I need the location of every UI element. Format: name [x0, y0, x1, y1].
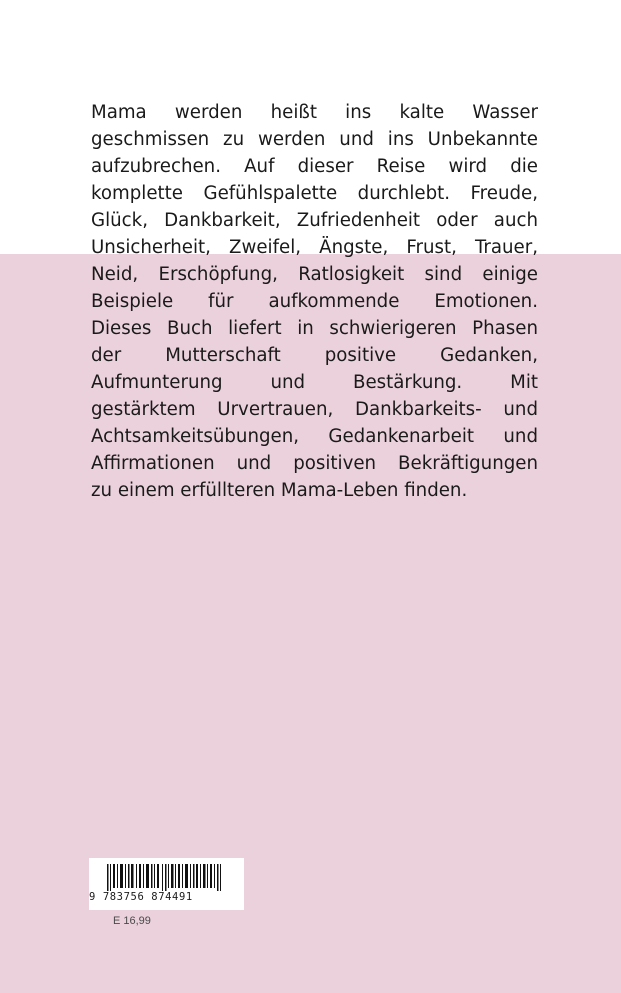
blurb-line: Unsicherheit, Zweifel, Ängste, Frust, Trauer,: [91, 237, 538, 258]
blurb-line: Glück, Dankbarkeit, Zufriedenheit oder auch: [91, 210, 538, 231]
blurb-line: Aufmunterung und Bestärkung. Mit: [91, 372, 538, 393]
blurb-line: Dieses Buch liefert in schwierigeren Phasen: [91, 318, 538, 339]
barcode: [89, 858, 244, 910]
blurb-text: [91, 99, 538, 504]
blurb-line: Mama werden heißt ins kalte Wasser: [91, 102, 538, 123]
blurb-line: der Mutterschaft positive Gedanken,: [91, 345, 538, 366]
blurb-line: aufzubrechen. Auf dieser Reise wird die: [91, 156, 538, 177]
blurb-line: gestärktem Urvertrauen, Dankbarkeits- und: [91, 399, 538, 420]
barcode-bars: [107, 864, 227, 891]
blurb-line: geschmissen zu werden und ins Unbekannte: [91, 129, 538, 150]
blurb-line: Achtsamkeitsübungen, Gedankenarbeit und: [91, 426, 538, 447]
blurb-line: komplette Gefühlspalette durchlebt. Freude,: [91, 183, 538, 204]
isbn-number: 9 783756 874491: [89, 891, 193, 903]
blurb-line: Beispiele für aufkommende Emotionen.: [91, 291, 538, 312]
blurb-line: Affirmationen und positiven Bekräftigungen: [91, 453, 538, 474]
price-label: E 16,99: [113, 915, 151, 927]
blurb-line: Neid, Erschöpfung, Ratlosigkeit sind einige: [91, 264, 538, 285]
blurb-line: zu einem erfüllteren Mama-Leben finden.: [91, 480, 468, 501]
